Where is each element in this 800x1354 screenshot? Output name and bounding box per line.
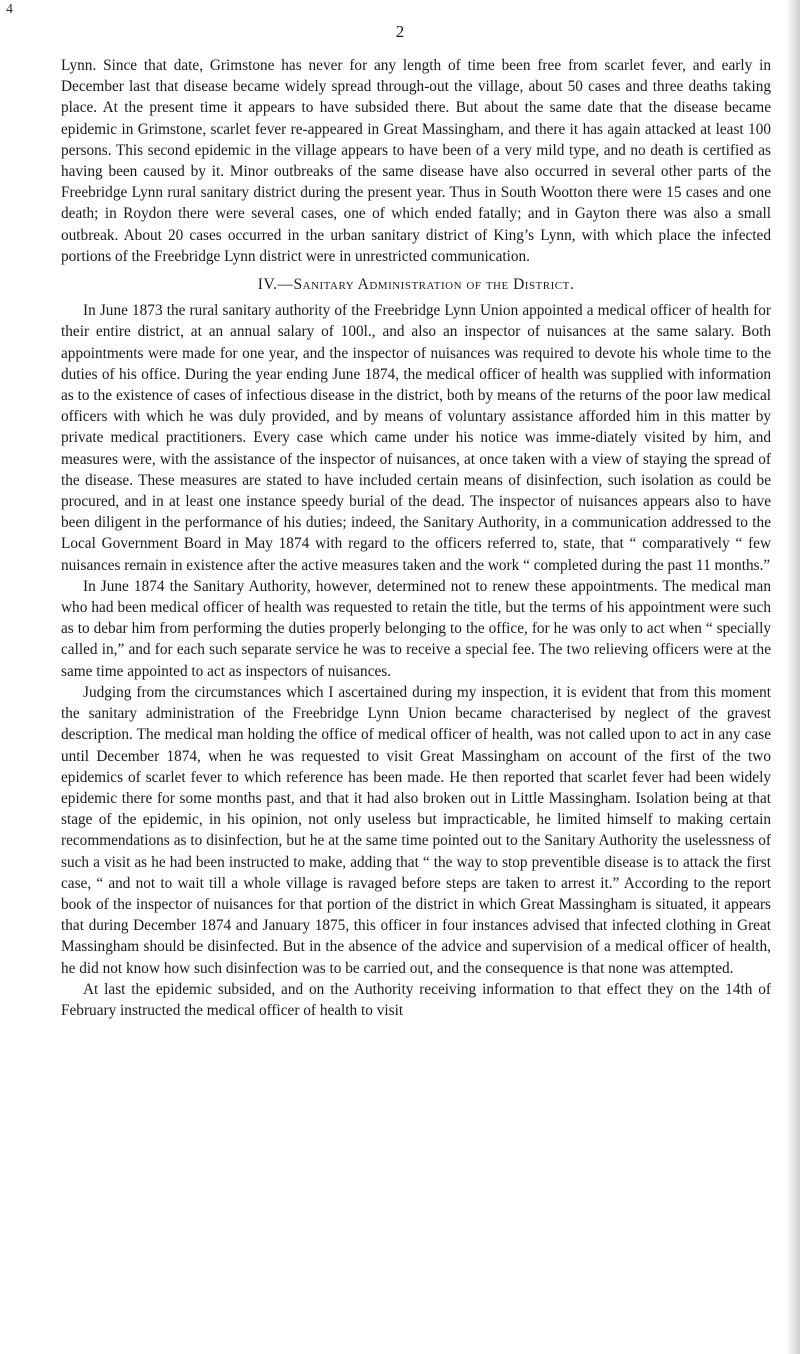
- paragraph: In June 1874 the Sanitary Authority, however, determined not to renew these appointments. The medical man who had been medical officer of health was requested to retain the title, but the terms of his appointment were such as to debar him from performing the duties properly belonging to the office, for he was only to act when “ specially called in,” and for each such separate service he was to receive a special fee. The two relieving officers were at the same time appointed to act as inspectors of nuisances.: [61, 577, 771, 680]
- paragraph-intro: Lynn. Since that date, Grimstone has never for any length of time been free from scarlet fever, and early in December last that disease became widely spread through-out the village, about 50 cases and three deaths taking place. At the present time it appears to have subsided there. But about the same date that the disease became epidemic in Grimstone, scarlet fever re-appeared in Great Massingham, and there it has again attacked at least 100 persons. This second epidemic in the village appears to have been of a very mild type, and no death is certified as having been caused by it. Minor outbreaks of the same disease have also occurred in several other parts of the Freebridge Lynn rural sanitary district during the present year. Thus in South Wootton there were 15 cases and one death; in Roydon there were several cases, one of which ended fatally; and in Gayton there was also a small outbreak. About 20 cases occurred in the urban sanitary district of King’s Lynn, with which place the infected portions of the Freebridge Lynn district were in unrestricted communication.: [61, 57, 771, 265]
- page-edge-shadow: [786, 0, 800, 1354]
- corner-mark: 4: [6, 2, 13, 17]
- page-number: 2: [395, 22, 405, 41]
- paragraph: In June 1873 the rural sanitary authority of the Freebridge Lynn Union appointed a medical officer of health for their entire district, at an annual salary of 100l., and also an inspector of nuisances at the same salary. Both appointments were made for one year, and the inspector of nuisances was required to devote his whole time to the duties of his office. During the year ending June 1874, the medical officer of health was supplied with information as to the existence of cases of infectious disease in the district, both by means of the returns of the poor law medical officers with which he was duly provided, and by means of voluntary assistance afforded him in this matter by private medical practitioners. Every case which came under his notice was imme-diately visited by him, and measures were, with the assistance of the inspector of nuisances, at once taken with a view of staying the spread of the disease. These measures are stated to have included certain means of disinfection, such isolation as could be procured, and in at least one instance speedy burial of the dead. The inspector of nuisances appears also to have been diligent in the performance of his duties; indeed, the Sanitary Authority, in a communication addressed to the Local Government Board in May 1874 with regard to the officers referred to, state, that “ comparatively “ few nuisances remain in existence after the active measures taken and the work “ completed during the past 11 months.”: [61, 302, 771, 574]
- section-heading: IV.—Sanitary Administration of the District.: [257, 276, 575, 294]
- body-text: [61, 55, 771, 1021]
- paragraph: Judging from the circumstances which I ascertained during my inspection, it is evident that from this moment the sanitary administration of the Freebridge Lynn Union became characterised by neglect of the gravest description. The medical man holding the office of medical officer of health, was not called upon to act in any case until December 1874, when he was requested to visit Great Massingham on account of the first of the two epidemics of scarlet fever to which reference has been made. He then reported that scarlet fever had been widely epidemic there for some months past, and that it had also broken out in Little Massingham. Isolation being at that stage of the epidemic, in his opinion, not only useless but impracticable, he limited himself to making certain recommendations as to disinfection, but he at the same time pointed out to the Sanitary Authority the uselessness of such a visit as he had been instructed to make, adding that “ the way to stop preventible disease is to attack the first case, “ and not to wait till a whole village is ravaged before steps are taken to arrest it.” According to the report book of the inspector of nuisances for that portion of the district in which Great Massingham is situated, it appears that during December 1874 and January 1875, this officer in four instances advised that infected clothing in Great Massingham should be disinfected. But in the absence of the advice and supervision of a medical officer of health, he did not know how such disinfection was to be carried out, and the consequence is that none was attempted.: [61, 683, 771, 977]
- paragraph: At last the epidemic subsided, and on the Authority receiving information to that effect they on the 14th of February instructed the medical officer of health to visit: [61, 980, 771, 1019]
